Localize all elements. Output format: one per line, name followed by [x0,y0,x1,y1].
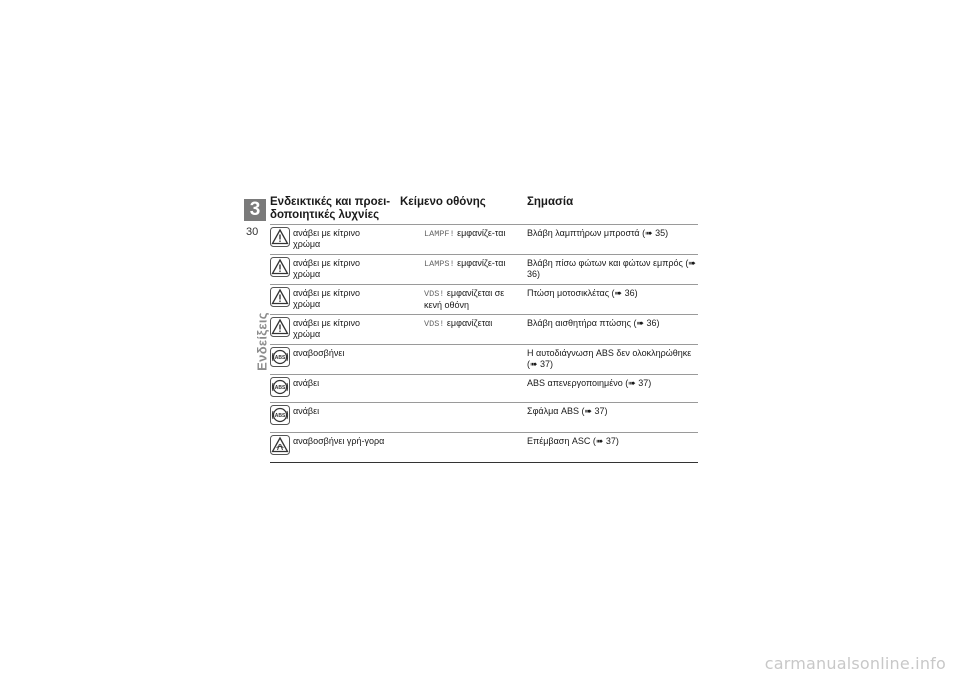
table-row [270,344,698,374]
indicator-table [270,196,698,463]
display-text [424,228,519,240]
table-row [270,314,698,344]
warning-triangle-icon [270,227,290,247]
meaning-text: Η αυτοδιάγνωση ABS δεν ολοκληρώθηκε (➠ 37) [527,348,692,369]
meaning-text: Πτώση μοτοσικλέτας (➠ 36) [527,288,638,298]
light-state: αναβοσβήνει [293,348,345,358]
header-meaning: Σημασία [527,196,574,208]
display-text [424,258,519,270]
abs-icon [270,347,290,367]
table-row [270,374,698,402]
table-row [270,432,698,463]
chapter-number: 3 [244,199,266,221]
abs-icon [270,405,290,425]
asc-icon [270,435,290,455]
light-state: ανάβει [293,378,320,388]
table-row [270,224,698,254]
light-state: ανάβει με κίτρινο χρώμα [293,288,360,309]
meaning-text: Βλάβη αισθητήρα πτώσης (➠ 36) [527,318,660,328]
warning-triangle-icon [270,317,290,337]
meaning-text: Βλάβη λαμπτήρων μπροστά (➠ 35) [527,228,669,238]
display-code: LAMPS! [424,259,455,269]
warning-triangle-icon [270,257,290,277]
abs-icon [270,377,290,397]
display-desc: εμφανίζεται [444,318,493,328]
table-header [270,196,698,224]
display-code: VDS! [424,319,445,329]
table-row [270,402,698,432]
display-code: LAMPF! [424,229,455,239]
light-state: αναβοσβήνει γρή-γορα [293,436,385,446]
light-state: ανάβει με κίτρινο χρώμα [293,318,360,339]
display-text [424,288,519,311]
display-code: VDS! [424,289,445,299]
light-state: ανάβει με κίτρινο χρώμα [293,228,360,249]
page-number: 30 [246,226,259,238]
display-desc: εμφανίζε-ται [454,228,506,238]
meaning-text: Βλάβη πίσω φώτων και φώτων εμπρός (➠ 36) [527,258,696,279]
header-display: Κείμενο οθόνης [400,196,486,208]
meaning-text: Επέμβαση ASC (➠ 37) [527,436,619,446]
warning-triangle-icon [270,287,290,307]
display-text [424,318,519,330]
footer-watermark: carmanualsonline.info [764,654,946,673]
display-desc: εμφανίζε-ται [454,258,506,268]
svg-text:ABS: ABS [274,413,286,419]
chapter-side-label: Ενδείξεις [254,312,270,371]
light-state: ανάβει [293,406,320,416]
light-state: ανάβει με κίτρινο χρώμα [293,258,360,279]
table-row [270,284,698,314]
meaning-text: ABS απενεργοποιημένο (➠ 37) [527,378,652,388]
meaning-text: Σφάλμα ABS (➠ 37) [527,406,608,416]
display-desc: εμφανίζεται σε κενή οθόνη [424,288,505,310]
table-row [270,254,698,284]
svg-text:ABS: ABS [274,355,286,361]
header-lamps: Ενδεικτικές και προει-δοποιητικές λυχνίες [270,196,391,221]
svg-text:ABS: ABS [274,385,286,391]
